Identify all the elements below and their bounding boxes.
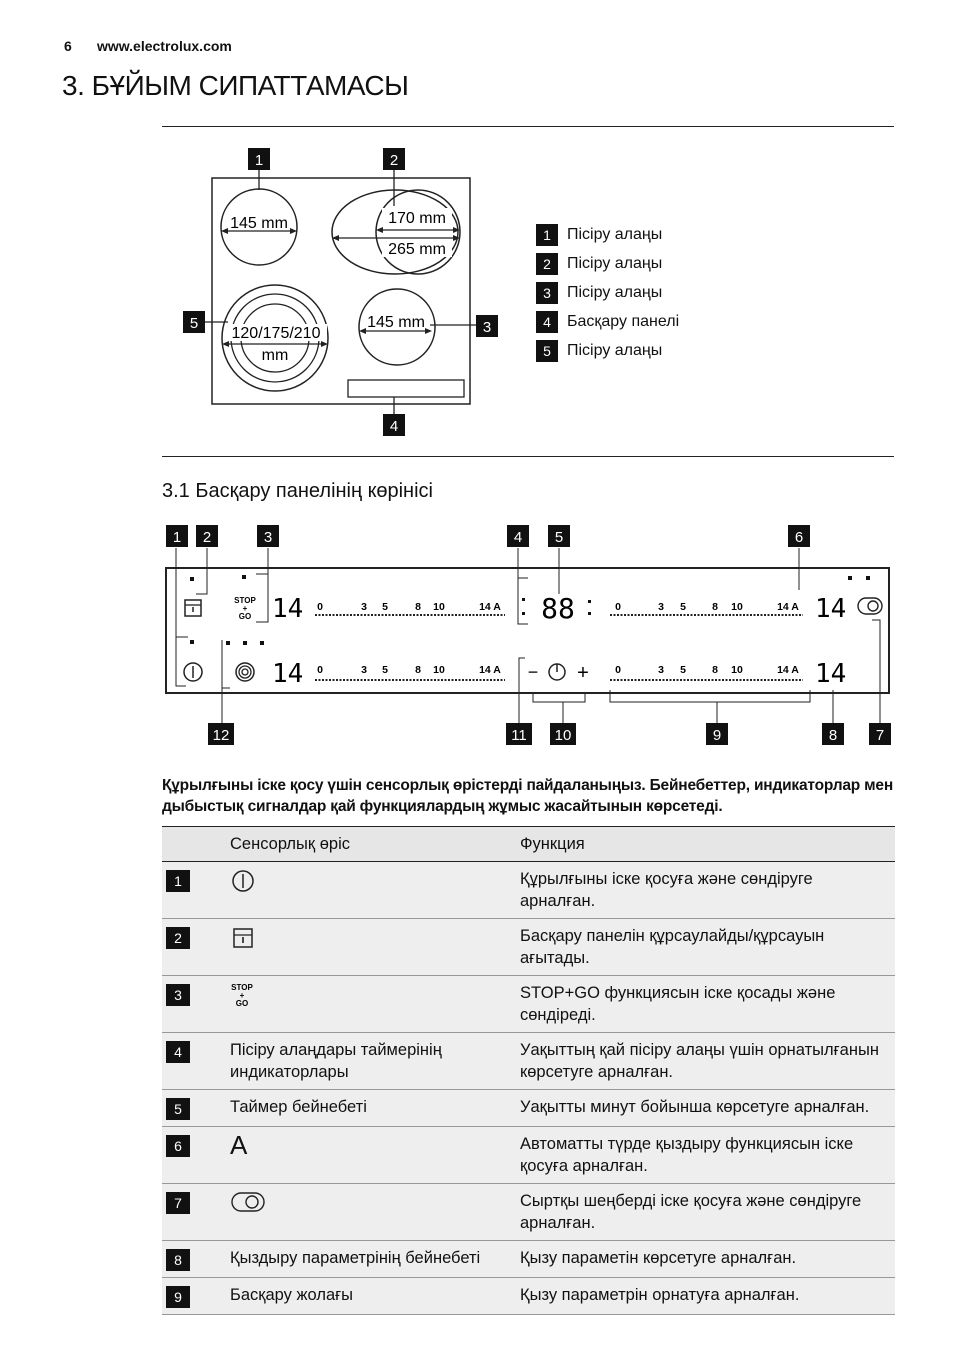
table-row xyxy=(162,1241,895,1278)
section-title: 3. БҰЙЫМ СИПАТТАМАСЫ xyxy=(62,70,409,101)
scale-label: 0 xyxy=(615,664,621,676)
hob-callout-5: 5 xyxy=(189,315,199,332)
col-sensor: Сенсорлық өріс xyxy=(226,827,516,862)
row-function: Қызу параметрін орнатуға арналған. xyxy=(516,1278,895,1315)
row-sensor: Басқару жолағы xyxy=(226,1278,516,1315)
timer-minus: − xyxy=(527,662,539,682)
legend-label: Пісіру алаңы xyxy=(567,225,663,243)
table-row xyxy=(162,976,895,1033)
scale-label: 10 xyxy=(433,664,445,676)
table-row xyxy=(162,919,895,976)
svg-text:+: + xyxy=(239,991,245,1000)
scale-label: 0 xyxy=(615,601,621,613)
row-function: Автоматты түрде қыздыру функциясын іске қосуға арналған. xyxy=(516,1127,895,1184)
scale-label: 3 xyxy=(658,664,664,676)
timer-icon xyxy=(549,664,565,680)
row-number: 1 xyxy=(166,870,190,892)
legend-label: Пісіру алаңы xyxy=(567,254,663,272)
legend-item xyxy=(536,278,679,307)
scale-label: 14 A xyxy=(479,601,501,613)
scale-label: 8 xyxy=(415,664,421,676)
zone-2-outer xyxy=(332,190,458,274)
lock-icon xyxy=(230,925,256,951)
legend-label: Пісіру алаңы xyxy=(567,283,663,301)
panel-callout-7: 7 xyxy=(875,727,885,744)
row-function: Құрылғыны іске қосуға және сөндіруге арналған. xyxy=(516,862,895,919)
stop-go-icon xyxy=(230,982,260,1010)
legend-item xyxy=(536,336,679,365)
scale-label: 5 xyxy=(382,601,388,613)
auto-heat-icon: A xyxy=(230,1130,248,1160)
table-row xyxy=(162,1090,895,1127)
scale-label: 3 xyxy=(361,664,367,676)
scale-label: 3 xyxy=(658,601,664,613)
legend-number: 2 xyxy=(536,253,558,275)
scale-label: 5 xyxy=(680,601,686,613)
legend-number: 3 xyxy=(536,282,558,304)
power-icon xyxy=(230,868,256,894)
legend-item xyxy=(536,307,679,336)
panel-callout-2: 2 xyxy=(202,529,212,546)
legend-number: 5 xyxy=(536,340,558,362)
legend-label: Басқару панелі xyxy=(567,312,680,330)
scale-label: 14 A xyxy=(777,664,799,676)
scale-label: 10 xyxy=(731,664,743,676)
row-number: 6 xyxy=(166,1135,190,1157)
panel-callout-8: 8 xyxy=(828,727,838,744)
row-number: 8 xyxy=(166,1249,190,1271)
svg-text:STOP: STOP xyxy=(231,983,253,992)
row-function: STOP+GO функциясын іске қосады және сөндіреді. xyxy=(516,976,895,1033)
table-header xyxy=(162,827,895,862)
multi-ring-icon xyxy=(236,663,254,681)
intro-text: Құрылғыны іске қосу үшін сенсорлық өрістерді пайдаланыңыз. Бейнебеттер, индикаторлар мен дыбыстық сигналдар қай функциялардың жұмыс жасайтынын көрсетеді. xyxy=(162,777,894,815)
panel-callout-11: 11 xyxy=(511,727,527,744)
row-number: 5 xyxy=(166,1098,190,1120)
scale-label: 8 xyxy=(712,664,718,676)
table-row xyxy=(162,1127,895,1184)
subsection-title: 3.1 Басқару панелінің көрінісі xyxy=(162,480,433,502)
scale-label: 0 xyxy=(317,601,323,613)
panel-callout-6: 6 xyxy=(794,529,804,546)
row-number: 2 xyxy=(166,927,190,949)
control-panel-diagram xyxy=(160,520,900,750)
table-row xyxy=(162,1278,895,1315)
go-label: GO xyxy=(238,612,252,621)
row-number: 4 xyxy=(166,1041,190,1063)
power-display-4: 14 xyxy=(815,659,847,689)
row-function: Уақытты минут бойынша көрсетуге арналған. xyxy=(516,1090,895,1127)
outer-ring-icon xyxy=(858,598,882,614)
zone-1-label: 145 mm xyxy=(230,215,288,232)
hob-diagram xyxy=(180,140,510,440)
hob-callout-4: 4 xyxy=(389,418,399,435)
legend-number: 1 xyxy=(536,224,558,246)
zone-2-outer-label: 265 mm xyxy=(388,241,446,258)
page-number: 6 xyxy=(64,38,72,54)
scale-label: 3 xyxy=(361,601,367,613)
hob-callout-2: 2 xyxy=(389,152,399,169)
panel-callout-10: 10 xyxy=(554,727,572,744)
power-display-1: 14 xyxy=(272,594,304,624)
row-sensor: Пісіру алаңдары таймерінің индикаторлары xyxy=(226,1033,516,1090)
scale-label: 14 A xyxy=(777,601,799,613)
panel-callout-3: 3 xyxy=(263,529,273,546)
scale-label: 10 xyxy=(731,601,743,613)
timer-plus: + xyxy=(577,662,589,684)
row-sensor: Қыздыру параметрінің бейнебеті xyxy=(226,1241,516,1278)
row-function: Басқару панелін құрсаулайды/құрсауын ағытады. xyxy=(516,919,895,976)
function-table xyxy=(162,826,895,1315)
timer-display: 88 xyxy=(541,592,575,625)
row-function: Сыртқы шеңберді іске қосуға және сөндіруге арналған. xyxy=(516,1184,895,1241)
scale-label: 14 A xyxy=(479,664,501,676)
legend-label: Пісіру алаңы xyxy=(567,341,663,359)
lock-icon xyxy=(185,600,201,616)
panel-callout-1: 1 xyxy=(172,529,182,546)
scale-label: 8 xyxy=(712,601,718,613)
table-row xyxy=(162,862,895,919)
zone-5-label-1: 120/175/210 xyxy=(231,325,321,342)
panel-callout-12: 12 xyxy=(212,727,230,744)
zone-5-label-2: mm xyxy=(261,347,289,364)
zone-3-label: 145 mm xyxy=(367,314,425,331)
row-function: Уақыттың қай пісіру алаңы үшін орнатылғанын көрсетуге арналған. xyxy=(516,1033,895,1090)
scale-label: 5 xyxy=(680,664,686,676)
stop-plus-label: + xyxy=(242,604,248,613)
stop-label: STOP xyxy=(234,596,256,605)
power-display-3: 14 xyxy=(272,659,304,689)
zone-2-inner-label: 170 mm xyxy=(388,210,446,227)
row-number: 7 xyxy=(166,1192,190,1214)
table-row xyxy=(162,1184,895,1241)
row-sensor: Таймер бейнебеті xyxy=(226,1090,516,1127)
panel-callout-5: 5 xyxy=(554,529,564,546)
top-rule xyxy=(162,126,894,127)
row-number: 9 xyxy=(166,1286,190,1308)
scale-label: 0 xyxy=(317,664,323,676)
row-number: 3 xyxy=(166,984,190,1006)
svg-text:GO: GO xyxy=(235,999,249,1008)
legend-number: 4 xyxy=(536,311,558,333)
scale-label: 8 xyxy=(415,601,421,613)
control-panel-outline xyxy=(348,380,464,397)
outer-ring-icon xyxy=(230,1190,266,1214)
panel-callout-9: 9 xyxy=(712,727,722,744)
legend-item xyxy=(536,220,679,249)
header-url: www.electrolux.com xyxy=(97,38,232,54)
power-icon xyxy=(184,663,202,681)
legend-item xyxy=(536,249,679,278)
hob-legend xyxy=(536,220,679,365)
table-row xyxy=(162,1033,895,1090)
power-display-2: 14 xyxy=(815,594,847,624)
panel-callout-4: 4 xyxy=(513,529,523,546)
mid-rule xyxy=(162,456,894,457)
scale-label: 10 xyxy=(433,601,445,613)
row-function: Қызу параметін көрсетуге арналған. xyxy=(516,1241,895,1278)
hob-callout-1: 1 xyxy=(254,152,264,169)
zone-2-inner xyxy=(376,190,460,274)
scale-label: 5 xyxy=(382,664,388,676)
hob-callout-3: 3 xyxy=(482,319,492,336)
col-function: Функция xyxy=(516,827,895,862)
